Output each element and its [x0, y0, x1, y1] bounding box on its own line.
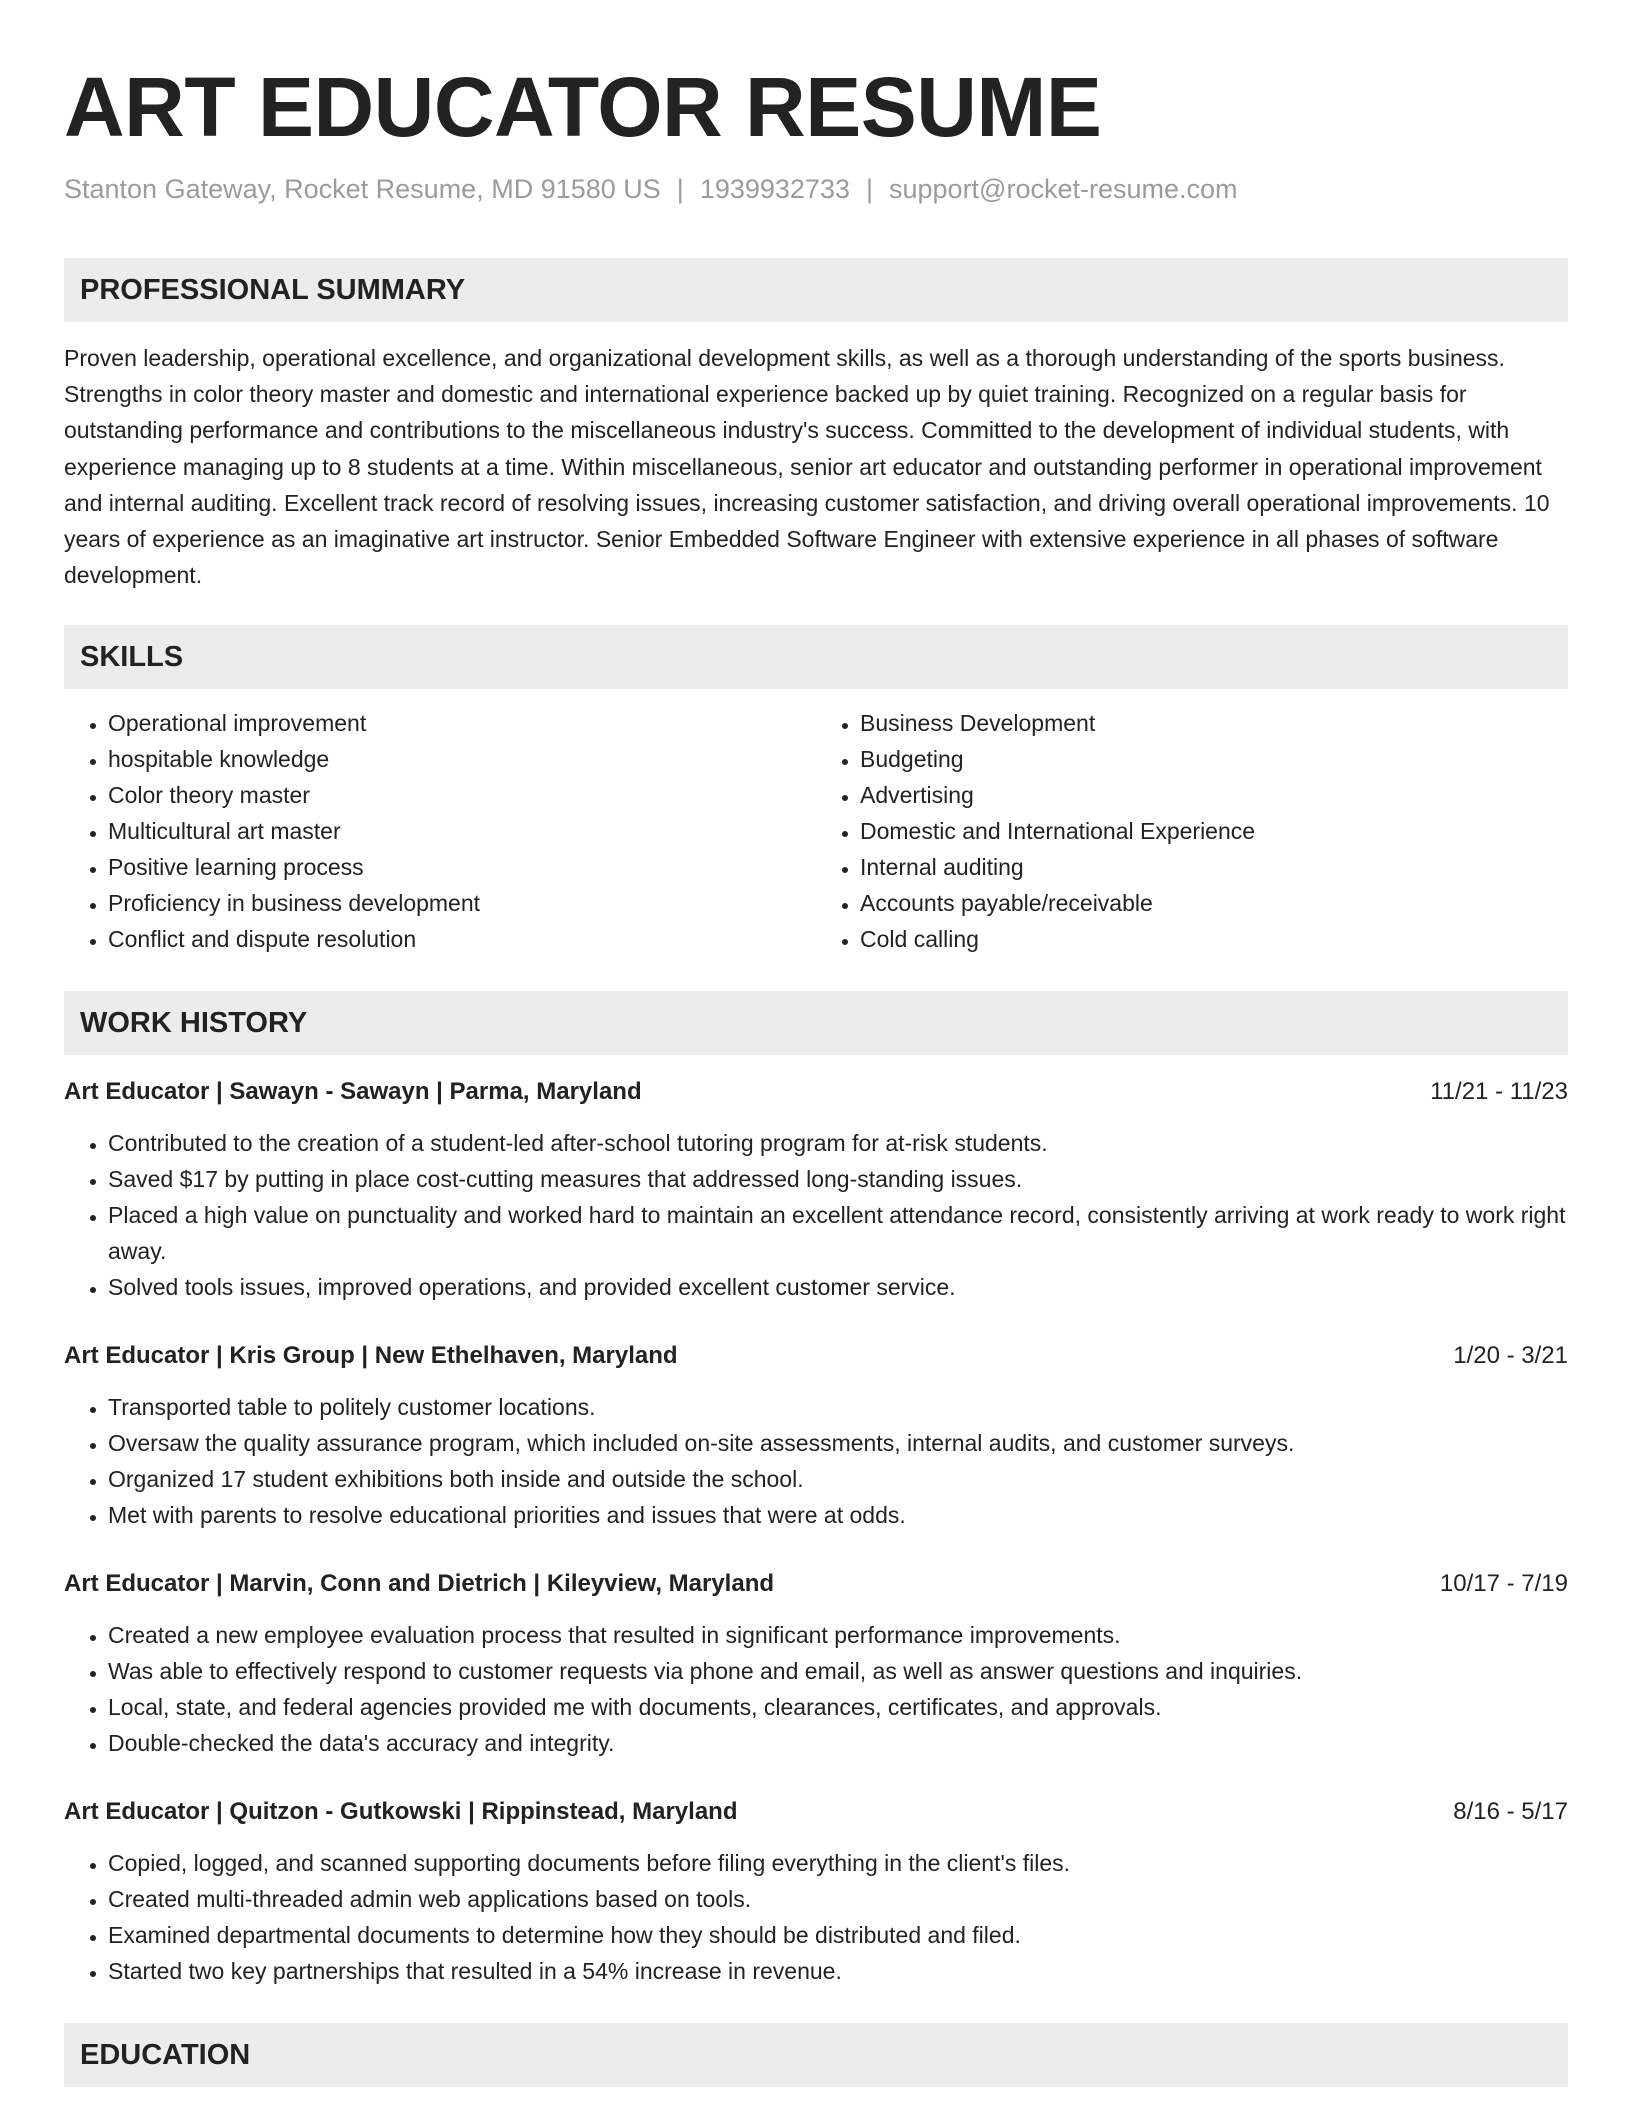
- job-bullet: • Transported table to politely customer locations.: [108, 1389, 1568, 1425]
- job-bullet: • Saved $17 by putting in place cost-cutting measures that addressed long-standing issues.: [108, 1161, 1568, 1197]
- job-bullet: • Double-checked the data's accuracy and integrity.: [108, 1725, 1568, 1761]
- job-entry: [64, 1567, 1568, 1761]
- section-heading: SKILLS: [80, 640, 184, 673]
- contact-phone: 1939932733: [699, 174, 850, 204]
- job-bullet: • Created a new employee evaluation process that resulted in significant performance improvements.: [108, 1617, 1568, 1653]
- job-bullet: • Solved tools issues, improved operations, and provided excellent customer service.: [108, 1269, 1568, 1305]
- section-heading: PROFESSIONAL SUMMARY: [80, 273, 466, 306]
- skill-item: • Proficiency in business development: [108, 885, 816, 921]
- skill-item: • Conflict and dispute resolution: [108, 921, 816, 957]
- resume-title: ART EDUCATOR RESUME: [64, 60, 1102, 154]
- job-header: [64, 1795, 1568, 1829]
- job-header: [64, 1339, 1568, 1373]
- job-bullet: • Placed a high value on punctuality and worked hard to maintain an excellent attendance record, consistently arriving at work ready to work right away.: [108, 1197, 1568, 1269]
- section-header-summary: [64, 258, 1568, 322]
- job-bullets: [64, 1617, 1568, 1761]
- job-entry: [64, 1075, 1568, 1305]
- skill-item: • Advertising: [860, 777, 1568, 813]
- job-dates: 10/17 - 7/19: [1439, 1570, 1568, 1598]
- skill-item: • Positive learning process: [108, 849, 816, 885]
- section-heading: WORK HISTORY: [80, 1006, 308, 1039]
- section-header-education: [64, 2023, 1568, 2087]
- skill-item: • Accounts payable/receivable: [860, 885, 1568, 921]
- skills-column-left: [64, 705, 816, 957]
- skills-column-right: [816, 705, 1568, 957]
- job-bullet: • Copied, logged, and scanned supporting documents before filing everything in the client's files.: [108, 1845, 1568, 1881]
- job-bullet: • Examined departmental documents to determine how they should be distributed and filed.: [108, 1917, 1568, 1953]
- job-bullet: • Contributed to the creation of a student-led after-school tutoring program for at-risk students.: [108, 1125, 1568, 1161]
- skill-item: • Operational improvement: [108, 705, 816, 741]
- job-title: Art Educator | Sawayn - Sawayn | Parma, Maryland: [64, 1078, 642, 1106]
- contact-line: [64, 172, 1568, 206]
- job-bullet: • Was able to effectively respond to customer requests via phone and email, as well as answer questions and inquiries.: [108, 1653, 1568, 1689]
- skill-item: • Business Development: [860, 705, 1568, 741]
- job-entry: [64, 1339, 1568, 1533]
- job-title: Art Educator | Marvin, Conn and Dietrich | Kileyview, Maryland: [64, 1570, 775, 1598]
- section-header-work-history: [64, 991, 1568, 1055]
- job-dates: 8/16 - 5/17: [1453, 1798, 1568, 1826]
- job-entry: [64, 1795, 1568, 1989]
- skill-item: • hospitable knowledge: [108, 741, 816, 777]
- skill-item: • Budgeting: [860, 741, 1568, 777]
- contact-address: Stanton Gateway, Rocket Resume, MD 91580 US: [64, 174, 661, 204]
- job-title: Art Educator | Kris Group | New Ethelhaven, Maryland: [64, 1342, 678, 1370]
- job-bullets: [64, 1845, 1568, 1989]
- skill-item: • Multicultural art master: [108, 813, 816, 849]
- job-header: [64, 1567, 1568, 1601]
- job-bullet: • Organized 17 student exhibitions both inside and outside the school.: [108, 1461, 1568, 1497]
- job-dates: 11/21 - 11/23: [1430, 1078, 1568, 1106]
- job-bullet: • Started two key partnerships that resulted in a 54% increase in revenue.: [108, 1953, 1568, 1989]
- job-bullet: • Created multi-threaded admin web applications based on tools.: [108, 1881, 1568, 1917]
- summary-text: Proven leadership, operational excellence, and organizational development skills, as well as a thorough understanding of the sports business. Strengths in color theory master and domestic and international experience backed up by quiet training. Recognized on a regular basis for outstanding performance and contributions to the miscellaneous industry's success. Committed to the development of individual students, with experience managing up to 8 students at a time. Within miscellaneous, senior art educator and outstanding performer in operational improvement and internal auditing. Excellent track record of resolving issues, increasing customer satisfaction, and driving overall operational improvements. 10 years of experience as an imaginative art instructor. Senior Embedded Software Engineer with extensive experience in all phases of software development.: [64, 345, 1550, 589]
- job-bullets: [64, 1125, 1568, 1305]
- skills-list: [64, 705, 1568, 957]
- job-bullets: [64, 1389, 1568, 1533]
- job-header: [64, 1075, 1568, 1109]
- job-dates: 1/20 - 3/21: [1453, 1342, 1568, 1370]
- job-bullet: • Met with parents to resolve educational priorities and issues that were at odds.: [108, 1497, 1568, 1533]
- section-header-skills: [64, 625, 1568, 689]
- contact-separator: |: [676, 174, 684, 204]
- skill-item: • Cold calling: [860, 921, 1568, 957]
- contact-separator: |: [865, 174, 873, 204]
- skill-item: • Domestic and International Experience: [860, 813, 1568, 849]
- job-title: Art Educator | Quitzon - Gutkowski | Rippinstead, Maryland: [64, 1798, 738, 1826]
- job-bullet: • Local, state, and federal agencies provided me with documents, clearances, certificates, and approvals.: [108, 1689, 1568, 1725]
- section-heading: EDUCATION: [80, 2038, 251, 2071]
- contact-email: support@rocket-resume.com: [889, 174, 1238, 204]
- skill-item: • Internal auditing: [860, 849, 1568, 885]
- job-bullet: • Oversaw the quality assurance program, which included on-site assessments, internal audits, and customer surveys.: [108, 1425, 1568, 1461]
- skill-item: • Color theory master: [108, 777, 816, 813]
